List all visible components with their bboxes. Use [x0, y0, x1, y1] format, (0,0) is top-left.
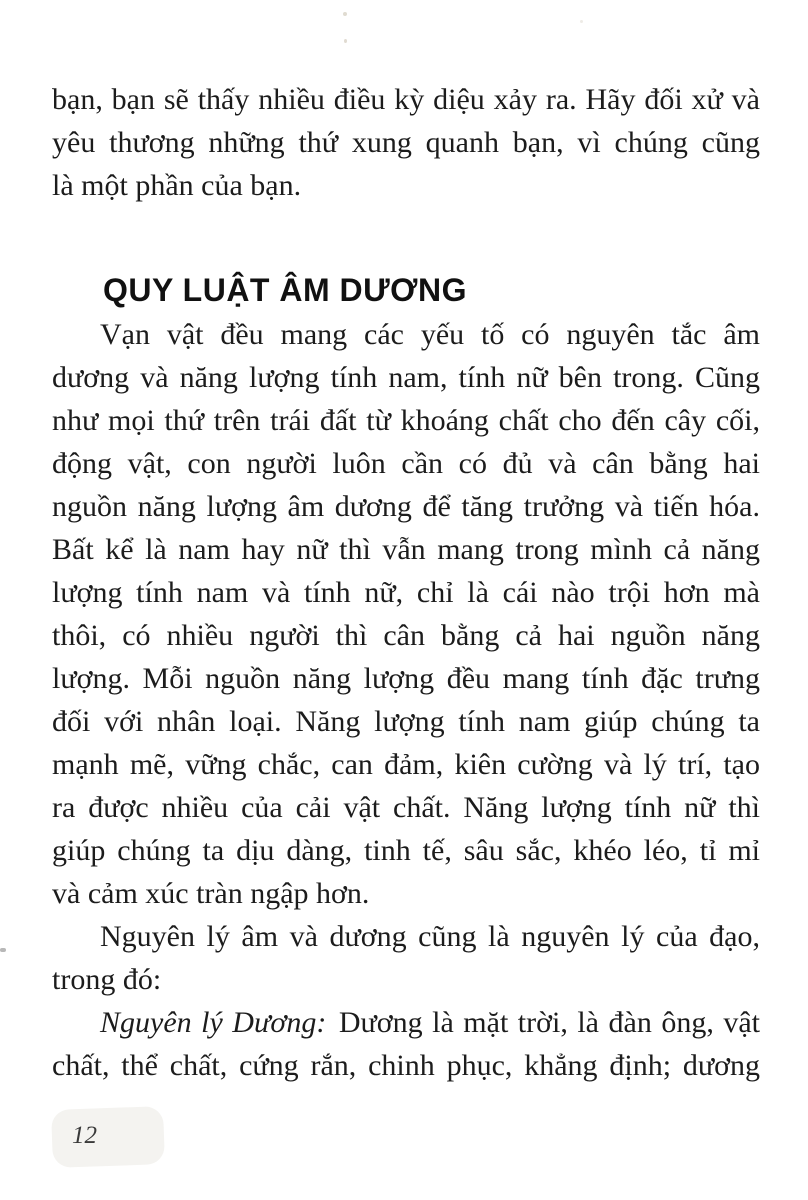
italic-lead: Nguyên lý Dương: [100, 1006, 327, 1039]
paragraph-principle [52, 915, 760, 1001]
text-line: dương và năng lượng tính nam, tính nữ bên trong. Cũng [52, 361, 760, 394]
text-line: bạn, bạn sẽ thấy nhiều điều kỳ diệu xảy ra. Hãy đối xử và [52, 83, 760, 116]
text-line: yêu thương những thứ xung quanh bạn, vì chúng cũng [52, 126, 760, 159]
scan-speck [344, 39, 347, 43]
text-line: như mọi thứ trên trái đất từ khoáng chất cho đến cây cối, [52, 404, 760, 437]
text-line: lượng tính nam và tính nữ, chỉ là cái nào trội hơn mà [52, 576, 760, 609]
text-line: lượng. Mỗi nguồn năng lượng đều mang tính đặc trưng [52, 662, 760, 695]
text-line: Bất kể là nam hay nữ thì vẫn mang trong mình cả năng [52, 533, 760, 566]
page-number-shading [51, 1106, 165, 1168]
text-line: nguồn năng lượng âm dương để tăng trưởng và tiến hóa. [52, 490, 760, 523]
text-line: ra được nhiều của cải vật chất. Năng lượng tính nữ thì [52, 791, 760, 824]
paragraph-duong-principle [52, 1001, 760, 1087]
text-line: mạnh mẽ, vững chắc, can đảm, kiên cường và lý trí, tạo [52, 748, 760, 781]
page-number: 12 [72, 1122, 97, 1149]
text-line: động vật, con người luôn cần có đủ và cân bằng hai [52, 447, 760, 480]
paragraph-yin-yang [52, 313, 760, 915]
text-line: Nguyên lý âm và dương cũng là nguyên lý của đạo, [100, 920, 760, 953]
paragraph-continued [52, 78, 760, 207]
text-column [52, 78, 760, 1087]
text-line [52, 1001, 760, 1044]
text-line: giúp chúng ta dịu dàng, tinh tế, sâu sắc, khéo léo, tỉ mỉ [52, 834, 760, 867]
text-line: là một phần của bạn. [52, 169, 302, 202]
scan-speck [580, 20, 583, 23]
text-line: chất, thể chất, cứng rắn, chinh phục, khẳng định; dương [52, 1049, 760, 1082]
text-line: đối với nhân loại. Năng lượng tính nam giúp chúng ta [52, 705, 760, 738]
text-line: Vạn vật đều mang các yếu tố có nguyên tắc âm [100, 318, 760, 351]
text-run: Dương là mặt trời, là đàn ông, vật [329, 1006, 760, 1039]
text-line: thôi, có nhiều người thì cân bằng cả hai nguồn năng [52, 619, 760, 652]
text-line: trong đó: [52, 963, 162, 996]
section-heading: QUY LUẬT ÂM DƯƠNG [103, 272, 467, 308]
text-line: và cảm xúc tràn ngập hơn. [52, 877, 370, 910]
scan-edge-mark [0, 948, 6, 952]
scan-speck [343, 12, 347, 16]
